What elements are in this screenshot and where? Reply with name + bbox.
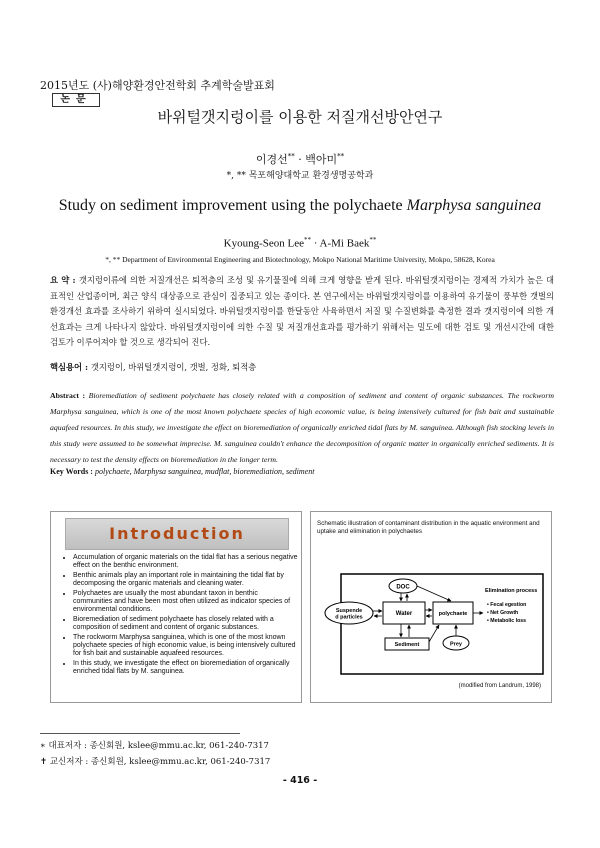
abstract-english-label: Abstract : [50, 391, 89, 400]
affiliation-english: *, ** Department of Environmental Engineering and Biotechnology, Mokpo National Maritime University, Mokpo, 58628, Korea [105, 255, 495, 264]
schematic-diagram [311, 512, 551, 702]
elimination-item: • Fecal egestion [487, 602, 527, 608]
intro-bullet: • Polychaetes are usually the most abundant taxon in benthic communities and have been most often utilized as indicator species of environmental conditions. [73, 590, 298, 614]
schematic-source: (modified from Landrum, 1998) [458, 683, 541, 689]
arrow-sediment-polychaete [429, 625, 439, 642]
author-2-name-en: A-Mi Baek [319, 237, 370, 250]
abstract-korean-label: 요 약 : [50, 275, 79, 285]
water-label: Water [395, 611, 413, 617]
author-2-name: 백아미 [305, 153, 338, 166]
author-1-name: 이경선 [255, 153, 288, 166]
abstract-english [50, 388, 554, 468]
title-english [0, 197, 600, 215]
introduction-bullets [61, 554, 298, 678]
polychaete-label: polychaete [438, 611, 468, 617]
keywords-english-label: Key Words : [50, 467, 95, 476]
intro-bullet: • The rockworm Marphysa sanguinea, which is one of the most known polychaete species of high economic value, is being intensively cultured for fish bait and sustainable aquafeed resources. [73, 634, 298, 658]
footnote-first-author: ∗ 대표저자 : 종신회원, kslee@mmu.ac.kr, 061-240-7317 [40, 741, 269, 751]
keywords-korean-label: 핵심용어 : [50, 362, 91, 372]
abstract-korean [50, 273, 554, 351]
introduction-slide [50, 511, 302, 703]
keywords-english [50, 467, 554, 476]
abstract-english-text: Bioremediation of sediment polychaete has closely related with a composition of sediment and content of organic substances. The rockworm Marphysa sanguinea, which is one of the most known polychaete species of high economic value, is being intensively cultured for fish bait and sustainable aquafeed resources. In this study, we investigate the effect on bioremediation of organically enriched tidal flats by M. sanguinea. Although fish stocking levels in this study were assumed to be somewhat imprecise. M. sanguinea couldn't enhance the decomposition of organic matter in organically enriched sediments. It is necessary to test the density effects on bioremediation in the longer term. [50, 391, 554, 464]
intro-bullet: • Bioremediation of sediment polychaete has closely related with a composition of sediment and content of organic substances. [73, 616, 298, 632]
sediment-label: Sediment [394, 642, 420, 648]
arrow-doc-polychaete [417, 586, 451, 601]
elimination-item: • Metabolic loss [487, 618, 527, 624]
intro-bullet: • Benthic animals play an important role in maintaining the tidal flat by decomposing the organic materials and cleaning water. [73, 572, 298, 588]
affiliation-korean: *, ** 목포해양대학교 환경생명공학과 [226, 171, 374, 181]
footnote-divider [40, 733, 240, 734]
title-korean: 바위털갯지렁이를 이용한 저질개선방안연구 [157, 108, 443, 126]
intro-bullet: • In this study, we investigate the effect on bioremediation of organically enriched tidal flats by M. sanguinea. [73, 660, 298, 676]
author-separator-en: · [310, 237, 320, 250]
paper-type-badge: 논문 [52, 93, 100, 107]
authors-english [0, 236, 600, 250]
author-separator: · [294, 153, 306, 166]
suspended-particles-label: Suspende d particles [335, 608, 363, 621]
conference-name: 2015년도 (사)해양환경안전학회 추계학술발표회 [40, 79, 275, 92]
footnote-corresponding-author: ✝ 교신저자 : 종신회원, kslee@mmu.ac.kr, 061-240-7317 [40, 757, 271, 767]
introduction-heading: Introduction [109, 524, 245, 543]
author-1-mark: ** [287, 152, 295, 161]
author-2-mark: ** [337, 152, 345, 161]
author-2-mark-en: ** [369, 236, 377, 244]
doc-label: DOC [396, 584, 410, 591]
elimination-item: • Net Growth [487, 610, 519, 616]
title-english-plain: Study on sediment improvement using the polychaete [58, 197, 407, 214]
title-english-species: Marphysa sanguinea [406, 197, 542, 214]
author-1-mark-en: ** [303, 236, 311, 244]
introduction-heading-bar [65, 518, 289, 550]
elimination-title: Elimination process [485, 588, 538, 594]
schematic-caption: Schematic illustration of contaminant distribution in the aquatic environment and uptake and elimination in polychaetes [317, 520, 540, 535]
author-1-name-en: Kyoung-Seon Lee [223, 237, 304, 250]
schematic-slide [310, 511, 552, 703]
abstract-korean-text: 갯지렁이류에 의한 저질개선은 퇴적층의 조성 및 유기물질에 의해 크게 영향을 받게 된다. 바위털갯지렁이는 경제적 가치가 높은 대표적인 산업종이며, 최근 양식 대상종으로 관심이 집중되고 있는 종이다. 본 연구에서는 바위털갯지렁이를 이용하여 유기물이 풍부한 갯벌의 환경개선 효과를 조사하기 위하여 실시되었다. 바위털갯지렁이를 한달동안 사육하면서 저질 및 수질변화를 측정한 결과 갯지렁이에 의한 개선효과는 크게 나타나지 않았다. 바위털갯지렁이에 의한 수질 및 저질개선효과를 평가하기 위해서는 밀도에 대한 검토 및 개선시간에 대한 검토가 이루어져야 할 것으로 생각되어 진다. [50, 275, 555, 347]
prey-label: Prey [450, 641, 462, 648]
keywords-korean [50, 361, 554, 373]
keywords-english-text: polychaete, Marphysa sanguinea, mudflat, bioremediation, sediment [94, 467, 315, 476]
page-number: - 416 - [282, 775, 318, 786]
intro-bullet: • Accumulation of organic materials on the tidal flat has a serious negative effect on the benthic environment. [73, 554, 298, 570]
authors-korean [0, 151, 600, 167]
keywords-korean-text: 갯지렁이, 바위털갯지렁이, 갯벌, 정화, 퇴적층 [90, 362, 257, 372]
